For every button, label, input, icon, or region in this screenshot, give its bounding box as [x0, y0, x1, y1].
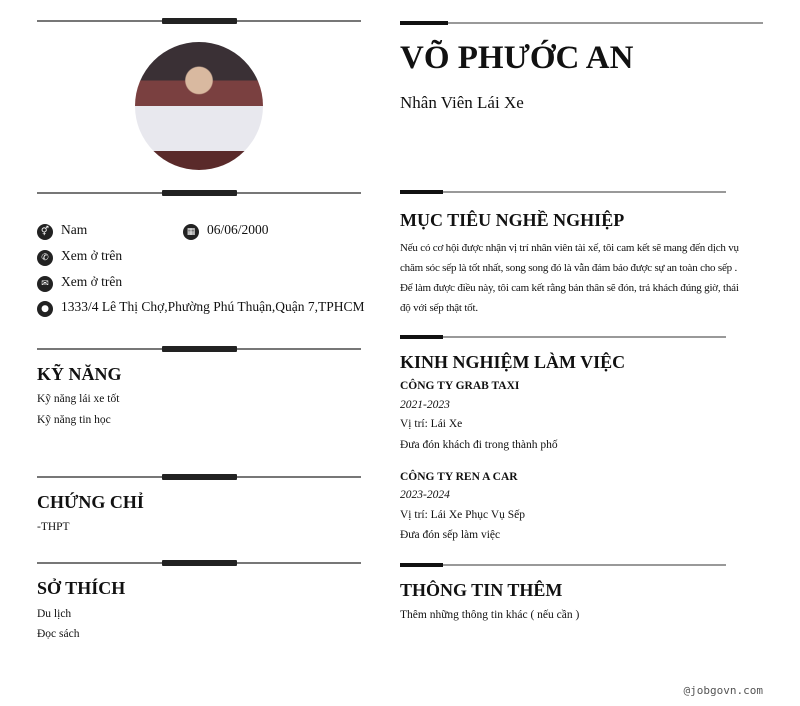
location-icon: ●	[37, 301, 53, 317]
extra-text: Thêm những thông tin khác ( nếu cần )	[400, 609, 580, 621]
avatar	[135, 42, 263, 170]
divider	[37, 348, 361, 350]
divider	[37, 20, 361, 22]
objective-line: Nếu có cơ hội được nhận vị trí nhân viên tài xế, tôi cam kết sẽ mang đến dịch vụ	[400, 242, 739, 254]
address: 1333/4 Lê Thị Chợ,Phường Phú Thuận,Quận 7,TPHCM	[61, 299, 365, 314]
skill-item: Kỹ năng tin học	[37, 414, 111, 426]
calendar-icon: ▦	[183, 224, 199, 240]
job-company: CÔNG TY GRAB TAXI	[400, 380, 520, 392]
watermark: @jobgovn.com	[683, 684, 763, 697]
gender: Nam	[61, 222, 88, 237]
email: Xem ở trên	[61, 274, 123, 289]
skill-item: Kỹ năng lái xe tốt	[37, 393, 120, 405]
experience-heading: KINH NGHIỆM LÀM VIỆC	[400, 352, 626, 372]
divider	[400, 564, 726, 566]
job-desc: Đưa đón khách đi trong thành phố	[400, 439, 558, 451]
objective-line: độ với sếp thật tốt.	[400, 302, 478, 314]
divider	[400, 22, 763, 24]
dob: 06/06/2000	[207, 222, 269, 237]
email-icon: ✉	[37, 276, 53, 292]
certs-heading: CHỨNG CHỈ	[37, 492, 144, 512]
divider	[400, 336, 726, 338]
candidate-name: VÕ PHƯỚC AN	[400, 40, 634, 76]
job-position: Vị trí: Lái Xe	[400, 418, 463, 430]
hobby-item: Du lịch	[37, 608, 72, 620]
divider	[400, 191, 726, 193]
phone-icon: ✆	[37, 250, 53, 266]
objective-text	[400, 238, 739, 318]
job-desc: Đưa đón sếp làm việc	[400, 529, 501, 541]
objective-line: chăm sóc sếp là tốt nhất, song song đó là vẫn đảm bảo được sự an toàn cho sếp .	[400, 262, 738, 274]
hobby-item: Đọc sách	[37, 628, 80, 640]
objective-heading: MỤC TIÊU NGHỀ NGHIỆP	[400, 210, 625, 230]
phone: Xem ở trên	[61, 248, 123, 263]
job-company: CÔNG TY REN A CAR	[400, 471, 518, 483]
cert-item: -THPT	[37, 521, 70, 533]
job-period: 2021-2023	[400, 399, 450, 411]
job-period: 2023-2024	[400, 489, 450, 501]
divider	[37, 562, 361, 564]
hobbies-heading: SỞ THÍCH	[37, 578, 126, 598]
job-position: Vị trí: Lái Xe Phục Vụ Sếp	[400, 509, 525, 521]
skills-heading: KỸ NĂNG	[37, 364, 122, 384]
extra-heading: THÔNG TIN THÊM	[400, 580, 563, 600]
divider	[37, 192, 361, 194]
objective-line: Để làm được điều này, tôi cam kết rằng bản thân sẽ đón, trả khách đúng giờ, thái	[400, 282, 739, 294]
divider	[37, 476, 361, 478]
gender-icon: ⚥	[37, 224, 53, 240]
job-title: Nhân Viên Lái Xe	[400, 93, 524, 112]
